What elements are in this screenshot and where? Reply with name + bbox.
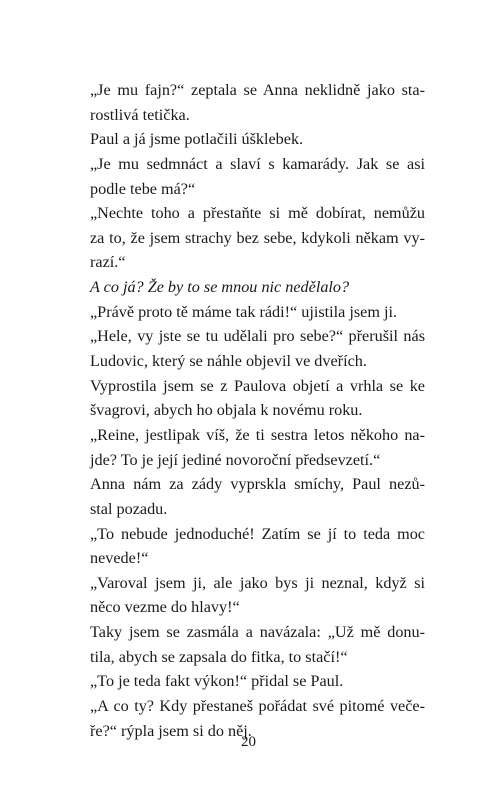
text-line: „Je mu sedmnáct a slaví s kamarády. Jak se asi [90,154,425,173]
page-number: 20 [241,734,256,750]
text-line: „To nebude jednoduché! Zatím se jí to teda moc [90,524,425,543]
text-line: „Reine, jestlipak víš, že ti sestra letos někoho na- [90,425,425,444]
text-line: švagrovi, abych ho objala k novému roku. [90,401,363,420]
text-line: Vyprostila jsem se z Paulova objetí a vrhla se ke [90,376,425,395]
text-line: podle tebe má?“ [90,179,196,198]
text-line: něco vezme do hlavy!“ [90,598,240,617]
text-line: Ludovic, který se náhle objevil ve dveřích. [90,352,367,371]
text-line: „To je teda fakt výkon!“ přidal se Paul. [90,672,344,691]
text-line: rostlivá tetička. [90,105,190,124]
text-line: za to, že jsem strachy bez sebe, kdykoli někam vy- [90,228,425,247]
body-text [90,78,425,743]
text-line: „Varoval jsem ji, ale jako bys ji neznal, když si [90,573,425,592]
text-line: „Hele, vy jste se tu udělali pro sebe?“ přerušil nás [90,327,425,346]
text-line: jde? To je její jediné novoroční předsevzetí.“ [90,450,381,469]
text-line: Anna nám za zády vyprskla smíchy, Paul nezů- [90,475,425,494]
text-line: „A co ty? Kdy přestaneš pořádat své pitomé veče- [90,697,425,716]
text-line: ře?“ rýpla jsem si do něj. [90,721,252,740]
text-line: razí.“ [90,253,126,272]
text-line: Taky jsem se zasmála a navázala: „Už mě donu- [90,623,425,642]
text-line: A co já? Že by to se mnou nic nedělalo? [90,278,350,297]
text-line: „Je mu fajn?“ zeptala se Anna neklidně jako sta- [90,81,425,99]
text-line: tila, abych se zapsala do fitka, to stačí!“ [90,647,348,666]
text-line: Paul a já jsme potlačili úšklebek. [90,130,304,149]
text-line: nevede!“ [90,549,149,568]
text-line: „Nechte toho a přestaňte si mě dobírat, nemůžu [90,204,425,223]
text-line: stal pozadu. [90,499,168,518]
text-line: „Právě proto tě máme tak rádi!“ ujistila jsem ji. [90,302,398,321]
